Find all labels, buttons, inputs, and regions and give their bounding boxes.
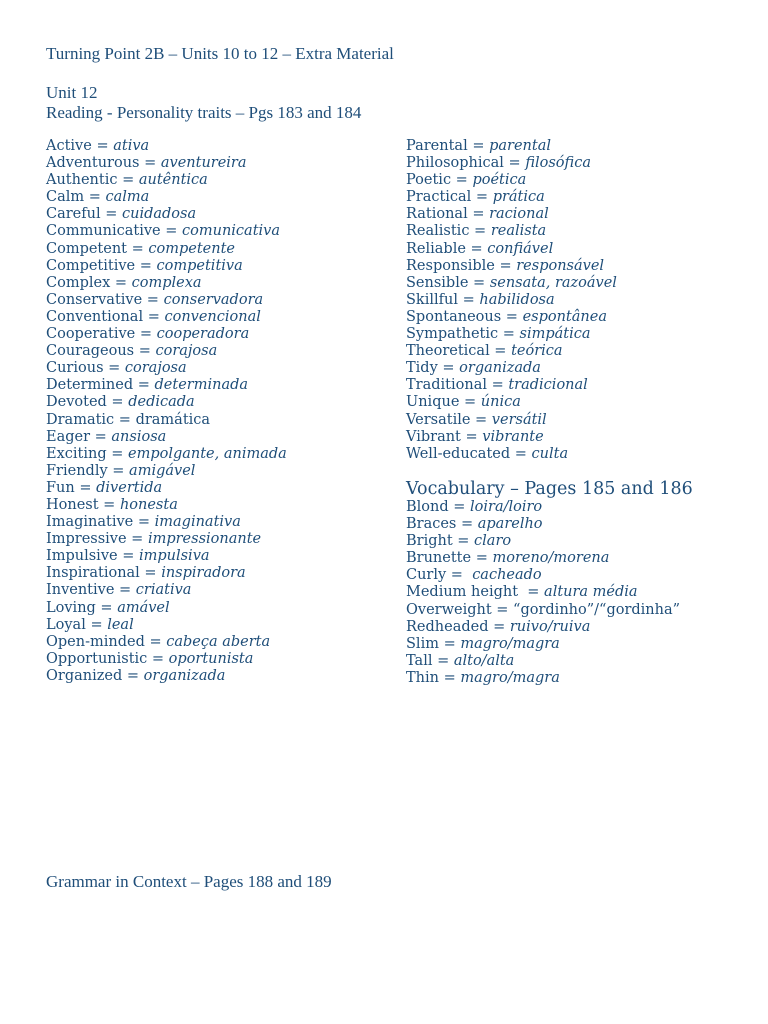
- vocab-entry: [46, 309, 287, 326]
- equals-sign: =: [468, 274, 490, 291]
- english-term: Braces: [406, 516, 457, 533]
- vocab-entry: [406, 275, 617, 292]
- portuguese-translation: responsável: [516, 257, 605, 274]
- portuguese-translation: calma: [105, 189, 150, 206]
- vocab-entry: [406, 241, 617, 258]
- equals-sign: =: [147, 650, 169, 667]
- english-term: Slim: [406, 635, 439, 652]
- english-term: Loyal: [46, 616, 86, 633]
- english-term: Inventive: [46, 582, 115, 599]
- portuguese-translation: impulsiva: [138, 548, 210, 565]
- vocab-entry: [46, 292, 287, 309]
- portuguese-translation: claro: [474, 533, 512, 550]
- equals-sign: =: [518, 584, 545, 601]
- english-term: Sympathetic: [406, 326, 499, 343]
- equals-sign: =: [122, 667, 144, 684]
- portuguese-translation: alto/alta: [453, 652, 515, 669]
- equals-sign: =: [114, 582, 136, 599]
- english-term: Skillful: [406, 291, 458, 308]
- portuguese-translation: única: [480, 394, 521, 411]
- equals-sign: =: [95, 599, 118, 616]
- equals-sign: =: [498, 326, 520, 343]
- english-term: Impressive: [46, 531, 127, 548]
- vocab-entry: [46, 360, 287, 377]
- equals-sign: =: [465, 240, 488, 257]
- portuguese-translation: corajosa: [155, 343, 218, 360]
- vocab-entry: [46, 514, 287, 531]
- portuguese-translation: loira/loiro: [470, 499, 543, 515]
- portuguese-translation: parental: [489, 138, 551, 154]
- vocab-entry: [46, 531, 287, 548]
- portuguese-translation: prática: [492, 189, 545, 206]
- english-term: Curly: [406, 567, 447, 584]
- portuguese-translation: ativa: [113, 138, 150, 154]
- equals-sign: =: [84, 189, 106, 206]
- equals-sign: =: [448, 499, 471, 515]
- vocabulary-list: [406, 499, 680, 687]
- english-term: Devoted: [46, 394, 107, 411]
- portuguese-translation: “gordinho”/“gordinha”: [513, 601, 681, 618]
- portuguese-translation: tradicional: [508, 377, 588, 394]
- vocab-entry: [46, 651, 287, 668]
- vocab-entry: [406, 155, 617, 172]
- portuguese-translation: comunicativa: [182, 223, 280, 240]
- portuguese-translation: criativa: [135, 582, 192, 599]
- portuguese-translation: cooperadora: [156, 326, 250, 343]
- vocab-entry: [406, 636, 680, 653]
- portuguese-translation: corajosa: [124, 360, 187, 377]
- grammar-section-heading: Grammar in Context – Pages 188 and 189: [46, 872, 332, 891]
- english-term: Open-minded: [46, 633, 145, 650]
- vocab-entry: [46, 258, 287, 275]
- equals-sign: =: [486, 377, 509, 394]
- equals-sign: =: [160, 223, 183, 240]
- portuguese-translation: simpática: [519, 326, 591, 343]
- english-term: Blond: [406, 499, 449, 515]
- english-term: Complex: [46, 274, 111, 291]
- reading-section-heading: Reading - Personality traits – Pgs 183 and 184: [46, 103, 362, 122]
- equals-sign: =: [470, 411, 492, 428]
- equals-sign: =: [467, 206, 490, 223]
- english-term: Rational: [406, 206, 468, 223]
- english-term: Authentic: [46, 172, 118, 189]
- english-term: Brunette: [406, 550, 472, 567]
- portuguese-translation: realista: [490, 223, 547, 240]
- vocab-entry: [406, 343, 617, 360]
- vocab-entry: [46, 634, 287, 651]
- english-term: Loving: [46, 599, 96, 616]
- english-term: Traditional: [406, 377, 487, 394]
- equals-sign: =: [494, 257, 517, 274]
- vocab-entry: [46, 326, 287, 343]
- vocab-entry: [406, 377, 617, 394]
- english-term: Cooperative: [46, 326, 136, 343]
- portuguese-translation: organizada: [459, 360, 541, 377]
- equals-sign: =: [491, 601, 514, 618]
- equals-sign: =: [432, 652, 454, 669]
- english-term: Spontaneous: [406, 308, 502, 325]
- vocab-entry: [406, 172, 617, 189]
- english-term: Adventurous: [46, 155, 140, 172]
- vocab-entry: [406, 619, 680, 636]
- equals-sign: =: [438, 635, 461, 652]
- equals-sign: =: [456, 516, 478, 533]
- portuguese-translation: complexa: [131, 274, 202, 291]
- personality-traits-list-left: [46, 138, 287, 685]
- equals-sign: =: [107, 462, 130, 479]
- portuguese-translation: organizada: [143, 667, 226, 684]
- equals-sign: =: [467, 138, 490, 154]
- english-term: Sensible: [406, 274, 469, 291]
- portuguese-translation: honesta: [119, 496, 178, 513]
- unit-heading: Unit 12: [46, 83, 98, 102]
- english-term: Courageous: [46, 343, 135, 360]
- vocab-entry: [406, 258, 617, 275]
- equals-sign: =: [133, 377, 155, 394]
- portuguese-translation: inspiradora: [161, 565, 246, 582]
- portuguese-translation: espontânea: [522, 308, 607, 325]
- vocab-entry: [46, 172, 287, 189]
- vocab-entry: [406, 653, 680, 670]
- equals-sign: =: [460, 428, 483, 445]
- english-term: Parental: [406, 138, 468, 154]
- portuguese-translation: amável: [117, 599, 170, 616]
- portuguese-translation: determinada: [154, 377, 249, 394]
- portuguese-translation: vibrante: [482, 428, 544, 445]
- portuguese-translation: magro/magra: [460, 669, 560, 686]
- english-term: Careful: [46, 206, 101, 223]
- vocab-entry: [406, 394, 617, 411]
- english-term: Communicative: [46, 223, 161, 240]
- equals-sign: =: [106, 394, 129, 411]
- vocab-entry: [46, 480, 287, 497]
- english-term: Fun: [46, 479, 75, 496]
- english-term: Opportunistic: [46, 650, 148, 667]
- equals-sign: =: [437, 360, 460, 377]
- portuguese-translation: ansiosa: [111, 428, 167, 445]
- equals-sign: =: [98, 496, 120, 513]
- equals-sign: =: [143, 308, 165, 325]
- vocab-entry: [46, 138, 287, 155]
- equals-sign: =: [135, 326, 157, 343]
- portuguese-translation: conservadora: [163, 291, 264, 308]
- english-term: Conservative: [46, 291, 143, 308]
- english-term: Vibrant: [406, 428, 461, 445]
- vocab-entry: [406, 292, 617, 309]
- portuguese-translation: competitiva: [156, 257, 243, 274]
- english-term: Active: [46, 138, 92, 154]
- vocab-entry: [46, 429, 287, 446]
- english-term: Inspirational: [46, 565, 140, 582]
- portuguese-translation: amigável: [129, 462, 196, 479]
- vocab-entry: [406, 360, 617, 377]
- english-term: Tall: [406, 652, 433, 669]
- equals-sign: =: [144, 633, 167, 650]
- vocab-entry: [46, 189, 287, 206]
- equals-sign: =: [114, 411, 136, 428]
- vocab-entry: [406, 550, 680, 567]
- portuguese-translation: autêntica: [138, 172, 208, 189]
- portuguese-translation: moreno/morena: [492, 550, 610, 567]
- english-term: Competitive: [46, 257, 136, 274]
- equals-sign: =: [451, 172, 473, 189]
- portuguese-translation: aventureira: [160, 155, 247, 172]
- portuguese-translation: teórica: [511, 343, 563, 360]
- english-term: Curious: [46, 360, 104, 377]
- english-term: Impulsive: [46, 548, 118, 565]
- equals-sign: =: [469, 223, 491, 240]
- vocab-entry: [406, 138, 617, 155]
- equals-sign: =: [457, 291, 480, 308]
- equals-sign: =: [74, 479, 97, 496]
- equals-sign: =: [126, 531, 148, 548]
- portuguese-translation: versátil: [491, 411, 547, 428]
- vocab-entry: [406, 567, 680, 584]
- equals-sign: =: [452, 533, 475, 550]
- equals-sign: =: [488, 618, 510, 635]
- portuguese-translation: cuidadosa: [121, 206, 197, 223]
- english-term: Determined: [46, 377, 134, 394]
- english-term: Medium height: [406, 584, 519, 601]
- equals-sign: =: [471, 550, 493, 567]
- portuguese-translation: sensata, razoável: [489, 274, 617, 291]
- vocab-entry: [46, 600, 287, 617]
- vocab-entry: [46, 582, 287, 599]
- english-term: Imaginative: [46, 514, 134, 531]
- english-term: Realistic: [406, 223, 470, 240]
- vocab-entry: [46, 343, 287, 360]
- equals-sign: =: [85, 616, 108, 633]
- portuguese-translation: divertida: [96, 479, 163, 496]
- vocab-entry: [406, 206, 617, 223]
- vocab-entry: [406, 429, 617, 446]
- equals-sign: =: [142, 291, 164, 308]
- vocab-entry: [406, 189, 617, 206]
- equals-sign: =: [117, 172, 139, 189]
- english-term: Exciting: [46, 445, 107, 462]
- vocab-entry: [46, 377, 287, 394]
- vocab-entry: [46, 223, 287, 240]
- equals-sign: =: [503, 155, 526, 172]
- english-term: Honest: [46, 496, 99, 513]
- equals-sign: =: [135, 257, 157, 274]
- portuguese-translation: oportunista: [168, 650, 254, 667]
- equals-sign: =: [133, 514, 155, 531]
- vocab-entry: [46, 241, 287, 258]
- equals-sign: =: [446, 567, 473, 584]
- portuguese-translation: dramática: [135, 411, 211, 428]
- equals-sign: =: [471, 189, 493, 206]
- equals-sign: =: [103, 360, 125, 377]
- vocab-entry: [406, 584, 680, 601]
- portuguese-translation: cabeça aberta: [166, 633, 271, 650]
- english-term: Competent: [46, 240, 128, 257]
- equals-sign: =: [510, 445, 532, 462]
- portuguese-translation: competente: [148, 240, 236, 257]
- vocab-entry: [46, 446, 287, 463]
- vocab-entry: [46, 497, 287, 514]
- english-term: Unique: [406, 394, 460, 411]
- vocabulary-section-heading: Vocabulary – Pages 185 and 186: [406, 479, 693, 499]
- document-title: Turning Point 2B – Units 10 to 12 – Extra Material: [46, 44, 394, 63]
- vocab-entry: [46, 275, 287, 292]
- vocab-entry: [46, 394, 287, 411]
- portuguese-translation: filosófica: [525, 155, 591, 172]
- english-term: Eager: [46, 428, 91, 445]
- vocab-entry: [406, 670, 680, 687]
- vocab-entry: [46, 155, 287, 172]
- portuguese-translation: magro/magra: [460, 635, 560, 652]
- vocab-entry: [406, 309, 617, 326]
- english-term: Friendly: [46, 462, 108, 479]
- vocab-entry: [406, 602, 680, 619]
- portuguese-translation: imaginativa: [154, 514, 241, 531]
- portuguese-translation: leal: [107, 616, 134, 633]
- english-term: Overweight: [406, 601, 492, 618]
- english-term: Organized: [46, 667, 123, 684]
- equals-sign: =: [100, 206, 122, 223]
- english-term: Responsible: [406, 257, 495, 274]
- equals-sign: =: [106, 445, 128, 462]
- equals-sign: =: [134, 343, 156, 360]
- portuguese-translation: culta: [531, 445, 569, 462]
- vocab-entry: [46, 668, 287, 685]
- vocab-entry: [406, 223, 617, 240]
- english-term: Well-educated: [406, 445, 511, 462]
- vocab-entry: [46, 548, 287, 565]
- vocab-entry: [406, 533, 680, 550]
- english-term: Philosophical: [406, 155, 504, 172]
- portuguese-translation: aparelho: [477, 516, 543, 533]
- english-term: Theoretical: [406, 343, 490, 360]
- portuguese-translation: impressionante: [147, 531, 262, 548]
- vocab-entry: [406, 516, 680, 533]
- english-term: Bright: [406, 533, 453, 550]
- equals-sign: =: [489, 343, 512, 360]
- vocab-entry: [46, 565, 287, 582]
- equals-sign: =: [459, 394, 481, 411]
- vocab-entry: [46, 463, 287, 480]
- personality-traits-list-right: [406, 138, 617, 463]
- english-term: Dramatic: [46, 411, 115, 428]
- equals-sign: =: [91, 138, 114, 154]
- vocab-entry: [406, 412, 617, 429]
- equals-sign: =: [117, 548, 139, 565]
- portuguese-translation: confiável: [487, 240, 554, 257]
- portuguese-translation: convencional: [164, 308, 261, 325]
- english-term: Versatile: [406, 411, 471, 428]
- equals-sign: =: [139, 565, 162, 582]
- equals-sign: =: [139, 155, 161, 172]
- english-term: Redheaded: [406, 618, 489, 635]
- portuguese-translation: habilidosa: [479, 291, 555, 308]
- portuguese-translation: altura média: [544, 584, 638, 601]
- portuguese-translation: racional: [489, 206, 549, 223]
- vocab-entry: [46, 206, 287, 223]
- equals-sign: =: [439, 669, 461, 686]
- equals-sign: =: [110, 274, 132, 291]
- vocab-entry: [46, 617, 287, 634]
- portuguese-translation: empolgante, animada: [127, 445, 287, 462]
- english-term: Thin: [406, 669, 439, 686]
- equals-sign: =: [90, 428, 112, 445]
- equals-sign: =: [127, 240, 149, 257]
- vocab-entry: [406, 499, 680, 516]
- vocab-entry: [406, 446, 617, 463]
- equals-sign: =: [501, 308, 523, 325]
- portuguese-translation: ruivo/ruiva: [509, 618, 591, 635]
- english-term: Practical: [406, 189, 472, 206]
- english-term: Conventional: [46, 308, 144, 325]
- vocab-entry: [46, 412, 287, 429]
- english-term: Calm: [46, 189, 85, 206]
- english-term: Reliable: [406, 240, 466, 257]
- portuguese-translation: dedicada: [128, 394, 195, 411]
- english-term: Poetic: [406, 172, 452, 189]
- english-term: Tidy: [406, 360, 438, 377]
- portuguese-translation: poética: [472, 172, 527, 189]
- portuguese-translation: cacheado: [472, 567, 542, 584]
- vocab-entry: [406, 326, 617, 343]
